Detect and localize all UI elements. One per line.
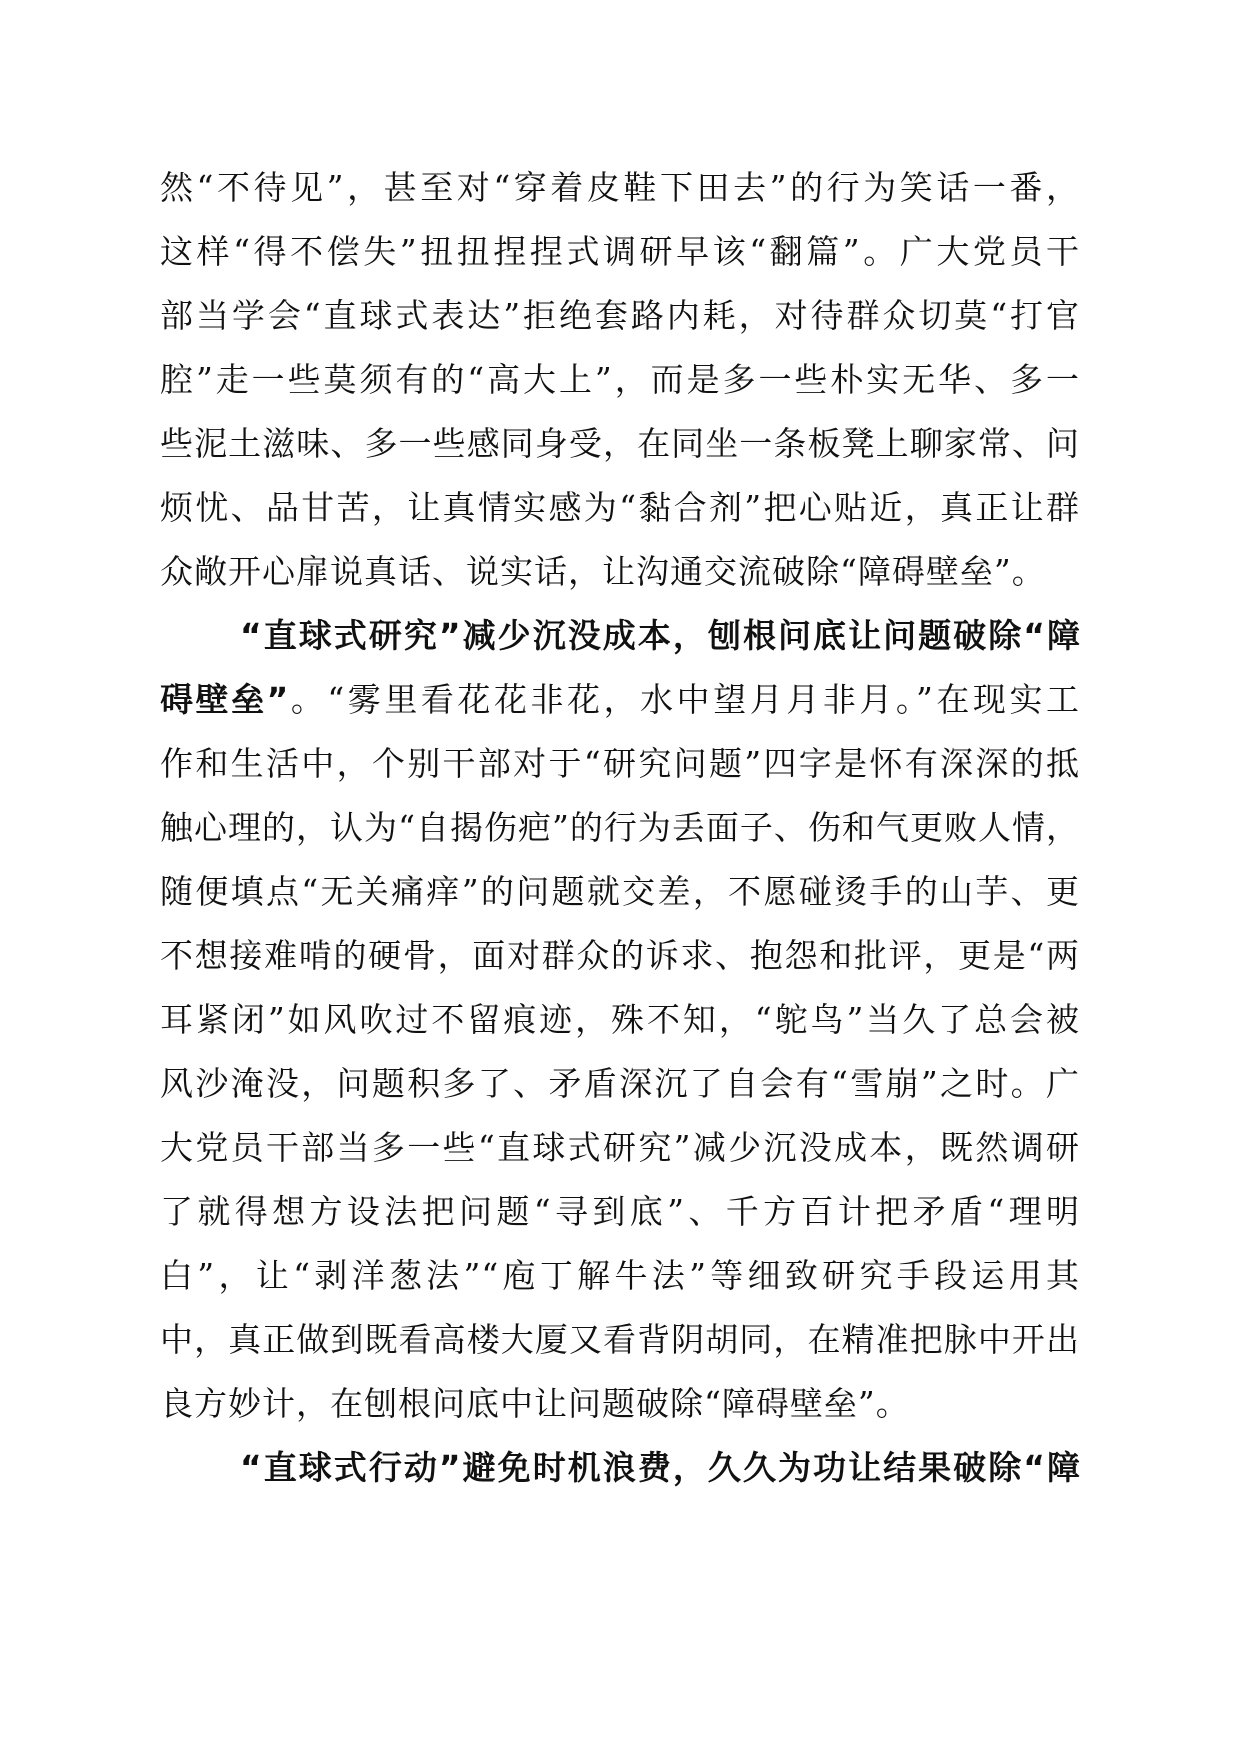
section-heading: 碍壁垒” — [160, 680, 289, 719]
text-line: 大党员干部当多一些“直球式研究”减少沉没成本，既然调研 — [160, 1128, 1080, 1167]
text-line: 作和生活中，个别干部对于“研究问题”四字是怀有深深的抵 — [160, 744, 1080, 783]
section-heading: “直球式行动”避免时机浪费，久久为功让结果破除“障 — [240, 1448, 1080, 1487]
text-line: 部当学会“直球式表达”拒绝套路内耗，对待群众切莫“打官 — [160, 296, 1080, 335]
section-heading-line — [160, 604, 1080, 668]
text-line: 白”，让“剥洋葱法”“庖丁解牛法”等细致研究手段运用其 — [160, 1256, 1080, 1295]
text-line: 触心理的，认为“自揭伤疤”的行为丢面子、伤和气更败人情， — [160, 808, 1080, 847]
text-line: 腔”走一些莫须有的“高大上”，而是多一些朴实无华、多一 — [160, 360, 1080, 399]
text-line: 这样“得不偿失”扭扭捏捏式调研早该“翻篇”。广大党员干 — [160, 232, 1080, 271]
text-line: 碍壁垒”。“雾里看花花非花，水中望月月非月。”在现实工 — [160, 680, 1080, 719]
text-line: 然“不待见”，甚至对“穿着皮鞋下田去”的行为笑话一番， — [160, 168, 1080, 207]
text-line: 随便填点“无关痛痒”的问题就交差，不愿碰烫手的山芋、更 — [160, 872, 1080, 911]
body-text — [160, 156, 1080, 1500]
text-line: 耳紧闭”如风吹过不留痕迹，殊不知，“鸵鸟”当久了总会被 — [160, 1000, 1080, 1039]
text-line: 良方妙计，在刨根问底中让问题破除“障碍壁垒”。 — [160, 1384, 910, 1423]
section-heading: “直球式研究”减少沉没成本，刨根问底让问题破除“障 — [240, 616, 1080, 655]
text-line: 不想接难啃的硬骨，面对群众的诉求、抱怨和批评，更是“两 — [160, 936, 1080, 975]
text-line: 众敞开心扉说真话、说实话，让沟通交流破除“障碍壁垒”。 — [160, 552, 1046, 591]
text-line: 烦忧、品甘苦，让真情实感为“黏合剂”把心贴近，真正让群 — [160, 488, 1080, 527]
text-line: 些泥土滋味、多一些感同身受，在同坐一条板凳上聊家常、问 — [160, 424, 1080, 463]
text-line: 中，真正做到既看高楼大厦又看背阴胡同，在精准把脉中开出 — [160, 1320, 1080, 1359]
text-line: 了就得想方设法把问题“寻到底”、千方百计把矛盾“理明 — [160, 1192, 1080, 1231]
section-heading-line — [160, 1436, 1080, 1500]
text-line: 风沙淹没，问题积多了、矛盾深沉了自会有“雪崩”之时。广 — [160, 1064, 1080, 1103]
